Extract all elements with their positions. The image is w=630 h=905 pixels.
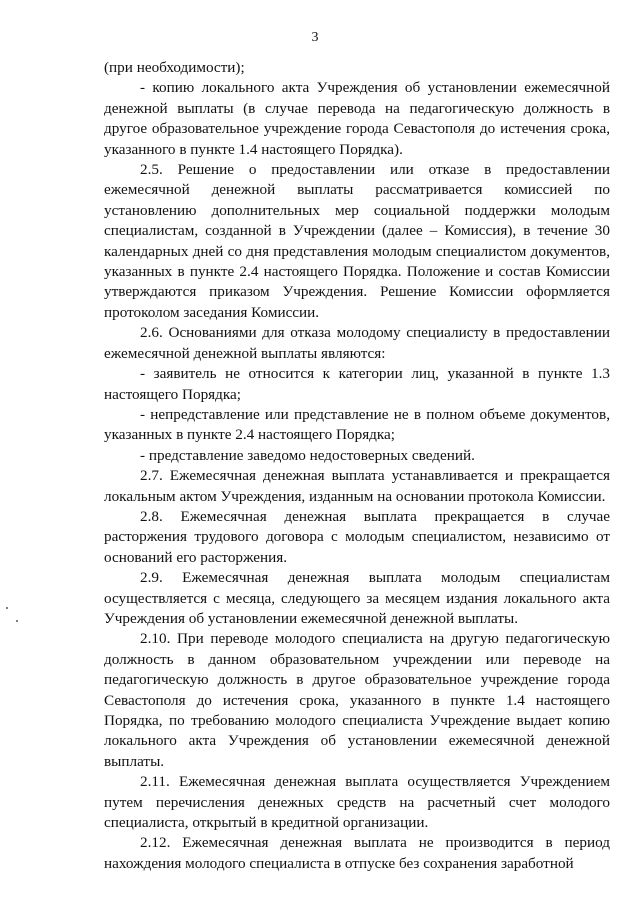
- paragraph: 2.5. Решение о предоставлении или отказе в предоставлении ежемесячной денежной выплаты рассматривается комиссией по установлению дополнительных мер социальной поддержки молодым специалистам, созданной в Учреждении (далее – Комиссия), в течение 30 календарных дней со дня представления молодым специалистом документов, указанных в пункте 2.4 настоящего Порядка. Положение и состав Комиссии утверждаются приказом Учреждения. Решение Комиссии оформляется протоколом заседания Комиссии.: [104, 161, 610, 321]
- paragraph: - непредставление или представление не в полном объеме документов, указанных в пункте 2.4 настоящего Порядка;: [104, 405, 610, 444]
- paragraph: - копию локального акта Учреждения об установлении ежемесячной денежной выплаты (в случае перевода на педагогическую должность в другое образовательное учреждение города Севастополя до истечения срока, указанного в пункте 1.4 настоящего Порядка).: [104, 79, 610, 158]
- paragraph: 2.12. Ежемесячная денежная выплата не производится в период нахождения молодого специалиста в отпуске без сохранения заработной: [104, 834, 610, 872]
- paragraph: - представление заведомо недостоверных сведений.: [140, 446, 475, 464]
- scan-speck: [16, 620, 18, 622]
- paragraph: - заявитель не относится к категории лиц, указанной в пункте 1.3 настоящего Порядка;: [104, 365, 610, 403]
- page-number: 3: [311, 30, 319, 45]
- paragraph: 2.9. Ежемесячная денежная выплата молодым специалистам осуществляется с месяца, следующего за месяцем издания локального акта Учреждения об установлении ежемесячной денежной выплаты.: [104, 569, 610, 627]
- paragraph: 2.11. Ежемесячная денежная выплата осуществляется Учреждением путем перечисления денежных средств на расчетный счет молодого специалиста, открытый в кредитной организации.: [104, 773, 610, 832]
- paragraph: 2.7. Ежемесячная денежная выплата устанавливается и прекращается локальным актом Учреждения, изданным на основании протокола Комиссии.: [104, 467, 610, 505]
- paragraph: (при необходимости);: [104, 59, 245, 76]
- paragraph: 2.10. При переводе молодого специалиста на другую педагогическую должность в данном образовательном учреждении или переводе на педагогическую должность в другое образовательное учреждение города Севастополя до истечения срока, указанного в пункте 1.4 настоящего Порядка, по требованию молодого специалиста Учреждение выдает копию локального акта Учреждения об установлении ежемесячной денежной выплаты.: [104, 630, 610, 770]
- scan-speck: [6, 607, 8, 609]
- document-body: [104, 58, 610, 874]
- paragraph: 2.6. Основаниями для отказа молодому специалисту в предоставлении ежемесячной денежной выплаты являются:: [104, 324, 610, 362]
- paragraph: 2.8. Ежемесячная денежная выплата прекращается в случае расторжения трудового договора с молодым специалистом, независимо от оснований его расторжения.: [104, 507, 610, 566]
